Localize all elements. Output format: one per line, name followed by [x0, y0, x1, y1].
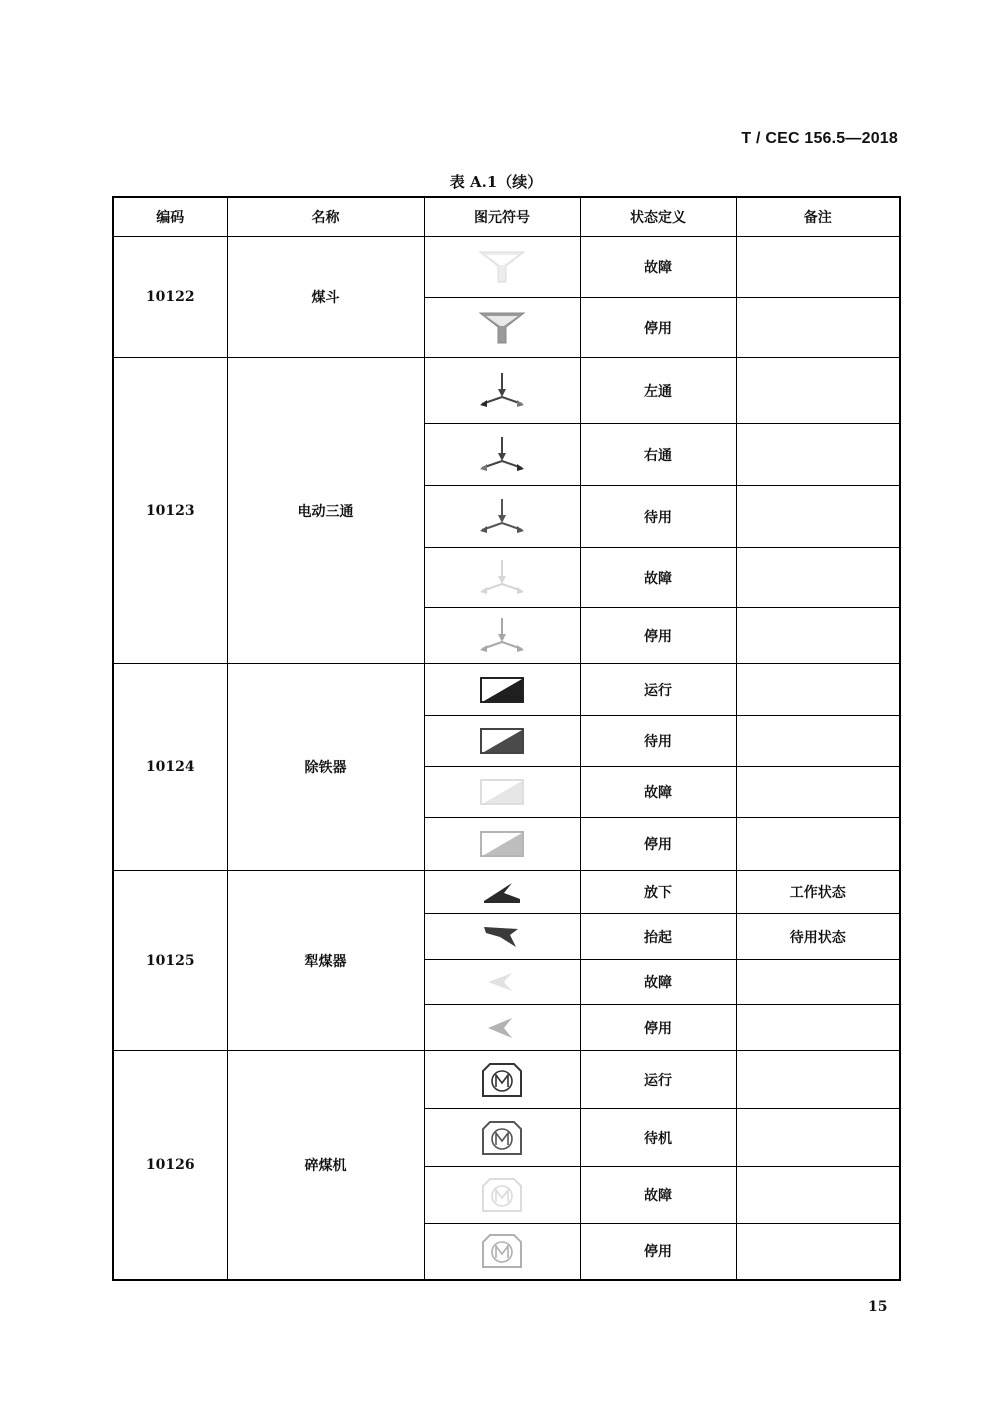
note-cell — [736, 358, 900, 424]
code-cell: 10126 — [113, 1051, 227, 1280]
state-cell: 放下 — [580, 871, 736, 914]
plough-icon — [482, 1015, 522, 1041]
plough-icon — [482, 879, 522, 905]
note-cell — [736, 237, 900, 298]
iron-remover-icon — [480, 831, 524, 857]
symbol-cell — [424, 237, 580, 298]
table-row — [113, 1051, 900, 1109]
state-cell: 抬起 — [580, 914, 736, 960]
hopper-icon — [476, 309, 528, 347]
crusher-motor-icon — [481, 1177, 523, 1213]
symbol-cell — [424, 1224, 580, 1280]
crusher-motor-icon — [481, 1120, 523, 1156]
note-cell — [736, 767, 900, 818]
name-cell: 碎煤机 — [227, 1051, 424, 1280]
state-cell: 右通 — [580, 424, 736, 486]
table-header-row — [113, 197, 900, 237]
symbol-cell — [424, 818, 580, 871]
plough-icon — [482, 970, 522, 994]
column-header-name: 名称 — [227, 197, 424, 237]
note-cell — [736, 548, 900, 608]
name-cell: 电动三通 — [227, 358, 424, 664]
symbol-cell — [424, 608, 580, 664]
crusher-motor-icon — [481, 1062, 523, 1098]
state-cell: 停用 — [580, 1005, 736, 1051]
state-cell: 停用 — [580, 818, 736, 871]
state-cell: 停用 — [580, 298, 736, 358]
state-cell: 故障 — [580, 237, 736, 298]
table-row — [113, 664, 900, 716]
code-cell: 10123 — [113, 358, 227, 664]
iron-remover-icon — [480, 779, 524, 805]
iron-remover-icon — [480, 728, 524, 754]
table-caption: 表 A.1（续） — [449, 173, 543, 191]
symbol-cell — [424, 664, 580, 716]
symbol-cell — [424, 358, 580, 424]
note-cell — [736, 1224, 900, 1280]
column-header-note: 备注 — [736, 197, 900, 237]
state-cell: 待用 — [580, 716, 736, 767]
code-cell: 10122 — [113, 237, 227, 358]
crusher-motor-icon — [481, 1233, 523, 1269]
note-cell: 工作状态 — [736, 871, 900, 914]
note-cell: 待用状态 — [736, 914, 900, 960]
name-cell: 除铁器 — [227, 664, 424, 871]
three-way-icon — [476, 371, 528, 411]
plough-icon — [482, 923, 522, 951]
symbol-cell — [424, 424, 580, 486]
state-cell: 待机 — [580, 1109, 736, 1167]
state-cell: 停用 — [580, 1224, 736, 1280]
state-cell: 故障 — [580, 767, 736, 818]
state-cell: 故障 — [580, 548, 736, 608]
note-cell — [736, 1005, 900, 1051]
state-cell: 运行 — [580, 664, 736, 716]
symbol-cell — [424, 716, 580, 767]
symbol-cell — [424, 298, 580, 358]
symbol-cell — [424, 914, 580, 960]
column-header-symbol: 图元符号 — [424, 197, 580, 237]
note-cell — [736, 716, 900, 767]
symbol-cell — [424, 871, 580, 914]
note-cell — [736, 608, 900, 664]
state-cell: 待用 — [580, 486, 736, 548]
symbol-cell — [424, 1051, 580, 1109]
note-cell — [736, 1109, 900, 1167]
column-header-code: 编码 — [113, 197, 227, 237]
page-number: 15 — [868, 1299, 888, 1315]
iron-remover-icon — [480, 677, 524, 703]
note-cell — [736, 1051, 900, 1109]
three-way-icon — [476, 558, 528, 598]
name-cell: 煤斗 — [227, 237, 424, 358]
note-cell — [736, 960, 900, 1005]
three-way-icon — [476, 435, 528, 475]
table-row — [113, 358, 900, 424]
state-cell: 运行 — [580, 1051, 736, 1109]
symbol-cell — [424, 1167, 580, 1224]
note-cell — [736, 664, 900, 716]
note-cell — [736, 424, 900, 486]
three-way-icon — [476, 616, 528, 656]
code-cell: 10125 — [113, 871, 227, 1051]
column-header-state: 状态定义 — [580, 197, 736, 237]
symbol-cell — [424, 1005, 580, 1051]
note-cell — [736, 486, 900, 548]
state-cell: 停用 — [580, 608, 736, 664]
three-way-icon — [476, 497, 528, 537]
state-cell: 左通 — [580, 358, 736, 424]
note-cell — [736, 298, 900, 358]
note-cell — [736, 818, 900, 871]
symbol-cell — [424, 767, 580, 818]
symbol-cell — [424, 548, 580, 608]
symbol-cell — [424, 486, 580, 548]
standard-id: T / CEC 156.5—2018 — [741, 130, 898, 147]
symbol-cell — [424, 960, 580, 1005]
symbol-table — [112, 196, 901, 1281]
name-cell: 犁煤器 — [227, 871, 424, 1051]
table-row — [113, 871, 900, 914]
symbol-cell — [424, 1109, 580, 1167]
state-cell: 故障 — [580, 1167, 736, 1224]
state-cell: 故障 — [580, 960, 736, 1005]
note-cell — [736, 1167, 900, 1224]
hopper-icon — [476, 248, 528, 286]
table-row — [113, 237, 900, 298]
code-cell: 10124 — [113, 664, 227, 871]
